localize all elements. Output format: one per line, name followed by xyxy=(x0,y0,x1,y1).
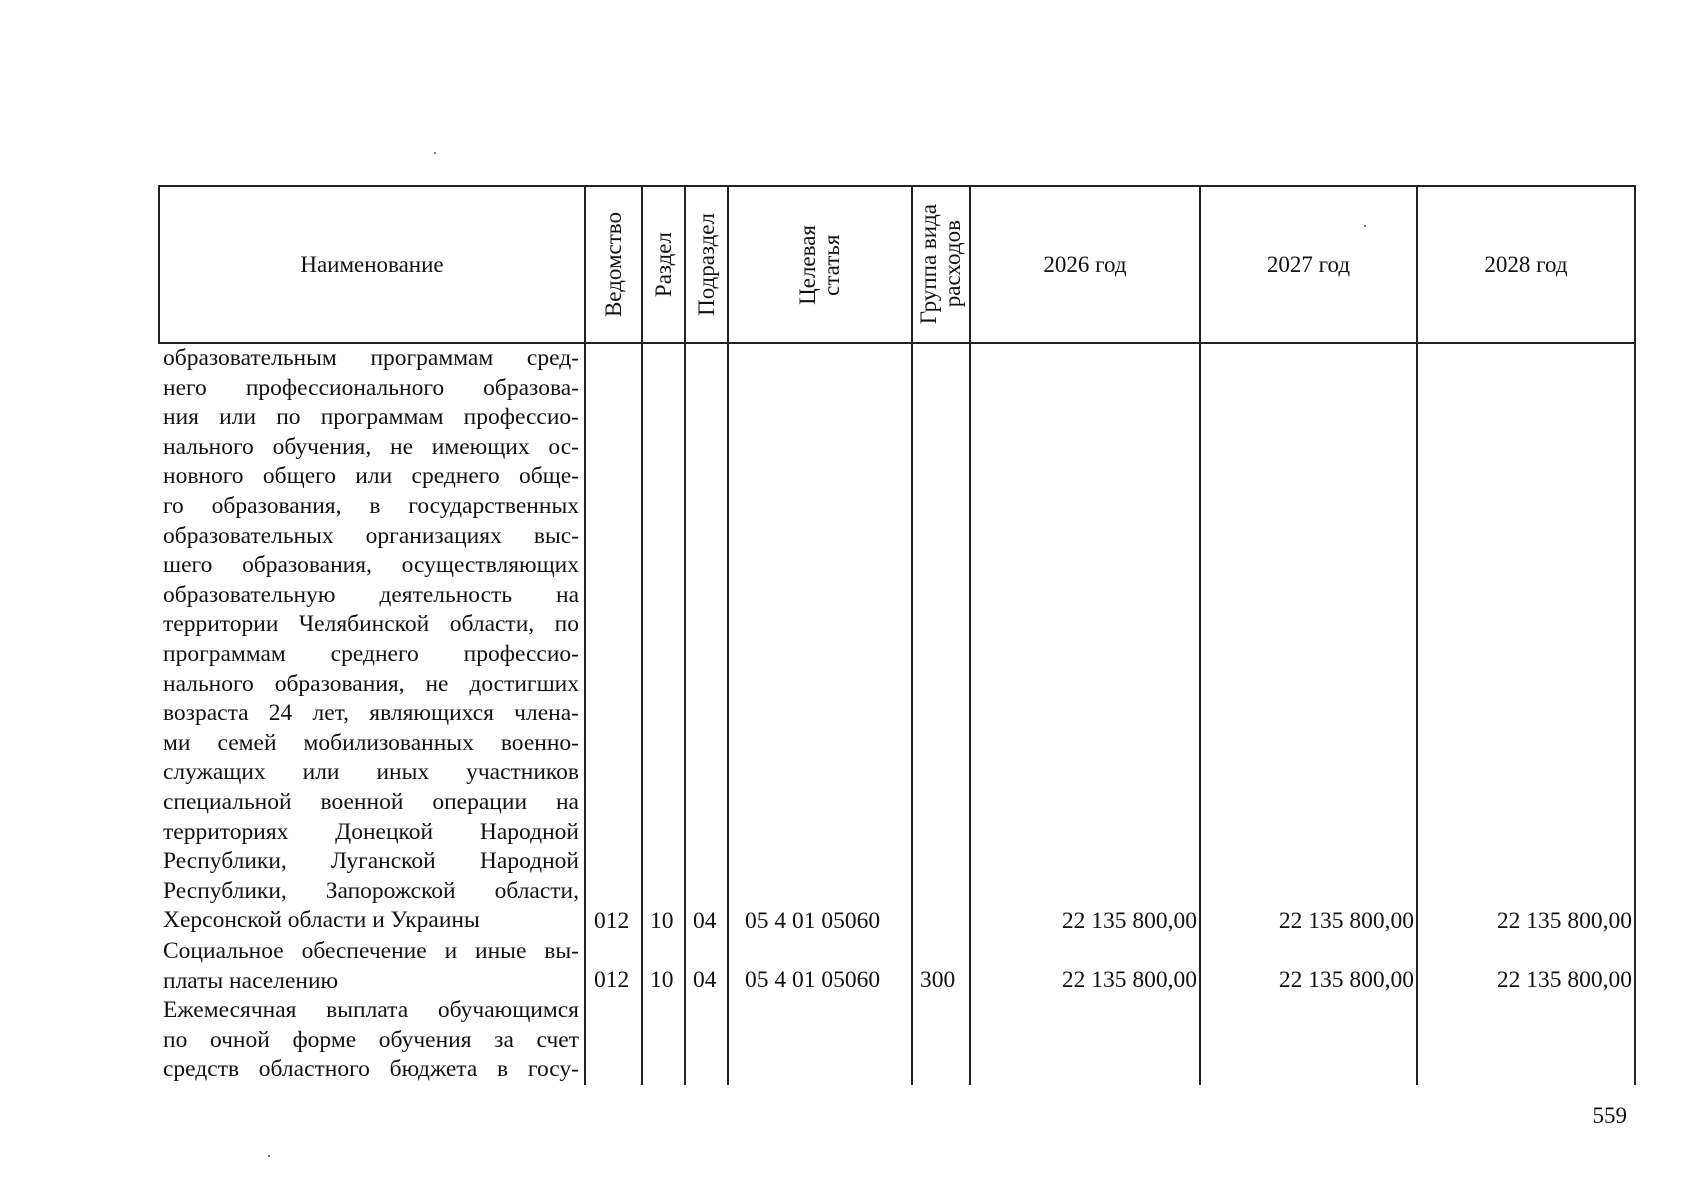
header-section-label: Раздел xyxy=(650,231,676,298)
scan-speck xyxy=(268,1155,270,1157)
row-2-amount-2028: 22 135 800,00 xyxy=(1496,967,1632,993)
header-subsection xyxy=(686,187,727,342)
row-1-line: него профессионального образова- xyxy=(163,374,579,401)
row-2-line: Социальное обеспечение и иные вы- xyxy=(163,938,579,964)
row-1-line: ния или по программам профессио- xyxy=(163,404,579,431)
row-1-line: нального образования, не достигших xyxy=(163,670,579,697)
row-1-amount-2028: 22 135 800,00 xyxy=(1496,908,1632,934)
row-3-name xyxy=(163,996,579,1085)
header-year-2028-label: 2028 год xyxy=(1484,251,1568,277)
row-1-line: специальной военной операции на xyxy=(163,788,579,815)
row-1-name xyxy=(163,344,579,936)
header-department-label: Ведомство xyxy=(600,211,626,318)
row-1-target-article: 05 4 01 05060 xyxy=(745,908,881,934)
header-expense-group-line2: расходов xyxy=(940,220,965,309)
row-2-name xyxy=(163,937,579,996)
row-1-subsection: 04 xyxy=(693,908,717,934)
row-2-subsection: 04 xyxy=(693,967,717,993)
row-1-line: го образования, в государственных xyxy=(163,492,579,519)
row-2-amount-2027: 22 135 800,00 xyxy=(1278,967,1414,993)
row-1-line: образовательным программам сред- xyxy=(163,345,579,371)
row-3-line: по очной форме обучения за счет xyxy=(163,1026,579,1053)
row-1-section: 10 xyxy=(650,908,674,934)
header-department xyxy=(586,187,641,342)
header-target-article-line1: Целевая xyxy=(794,224,820,305)
row-1-line: территории Челябинской области, по xyxy=(163,611,579,638)
header-year-2027 xyxy=(1201,187,1416,342)
header-target-article xyxy=(729,187,911,342)
row-1-line: шего образования, осуществляющих xyxy=(163,552,579,579)
scan-speck xyxy=(434,152,436,154)
row-2-section: 10 xyxy=(650,967,674,993)
row-1-line: программам среднего профессио- xyxy=(163,640,579,667)
header-year-2026 xyxy=(971,187,1199,342)
row-2-amount-2026: 22 135 800,00 xyxy=(1061,967,1197,993)
row-1-line: Республики, Луганской Народной xyxy=(163,848,579,875)
row-2-department: 012 xyxy=(594,967,630,993)
row-1-line: образовательную деятельность на xyxy=(163,581,579,608)
header-expense-group xyxy=(913,187,969,342)
header-year-2028 xyxy=(1418,187,1634,342)
row-3-line: Ежемесячная выплата обучающимся xyxy=(163,997,579,1023)
row-1-department: 012 xyxy=(594,908,630,934)
row-1-line: Республики, Запорожской области, xyxy=(163,877,579,904)
header-expense-group-line1: Группа вида xyxy=(915,204,941,325)
row-2-expense-group: 300 xyxy=(920,967,956,993)
page-number: 559 xyxy=(1592,1103,1627,1128)
header-name xyxy=(160,187,584,342)
scan-speck xyxy=(1364,225,1366,227)
row-1-line: Херсонской области и Украины xyxy=(163,907,480,934)
row-1-line: возраста 24 лет, являющихся члена- xyxy=(163,700,579,727)
header-expense-group-label xyxy=(917,204,965,324)
row-3-line: средств областного бюджета в госу- xyxy=(163,1056,579,1083)
header-subsection-label: Подраздел xyxy=(693,213,719,316)
row-2-line: платы населению xyxy=(163,967,339,994)
header-section xyxy=(643,187,684,342)
row-1-line: ми семей мобилизованных военно- xyxy=(163,729,579,756)
row-1-line: территориях Донецкой Народной xyxy=(163,818,579,845)
table-right-border xyxy=(1634,185,1636,1085)
header-target-article-line2: статья xyxy=(819,233,844,296)
row-1-amount-2027: 22 135 800,00 xyxy=(1278,908,1414,934)
header-name-label: Наименование xyxy=(300,251,444,277)
row-1-line: нального обучения, не имеющих ос- xyxy=(163,433,579,460)
row-2-target-article: 05 4 01 05060 xyxy=(745,967,881,993)
header-year-2026-label: 2026 год xyxy=(1043,251,1127,277)
row-1-amount-2026: 22 135 800,00 xyxy=(1061,908,1197,934)
row-1-line: служащих или иных участников xyxy=(163,759,579,786)
header-year-2027-label: 2027 год xyxy=(1266,251,1351,277)
row-1-line: новного общего или среднего обще- xyxy=(163,463,579,490)
header-target-article-label xyxy=(796,225,844,305)
row-1-line: образовательных организациях выс- xyxy=(163,522,579,549)
